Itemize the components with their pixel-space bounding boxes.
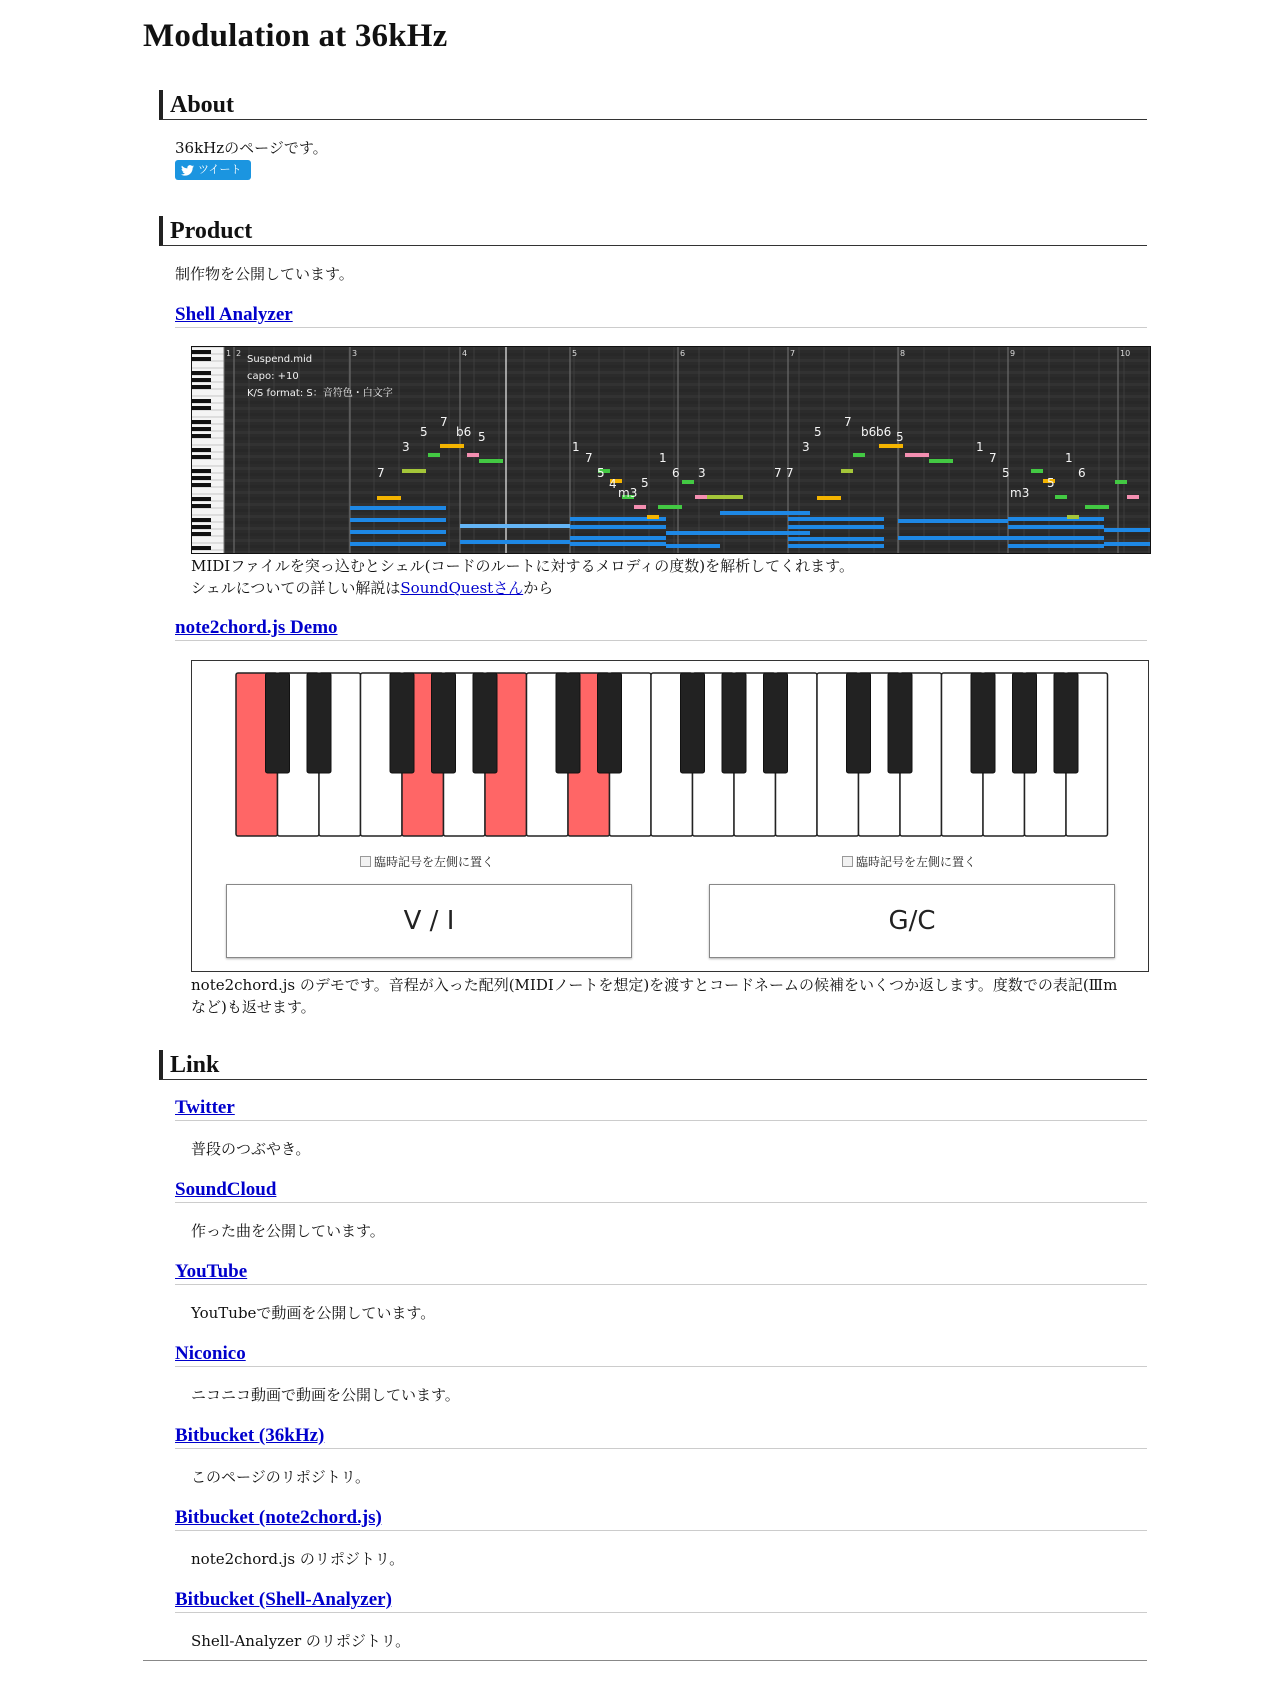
roll-melody-note — [647, 515, 659, 519]
roll-chord-note — [788, 537, 884, 541]
roll-row — [224, 383, 1150, 386]
roll-chord-note — [666, 544, 720, 548]
link-item-anchor[interactable]: SoundCloud — [175, 1179, 277, 1200]
shell-desc-line2 — [191, 577, 553, 599]
roll-melody-note — [440, 444, 464, 448]
roll-melody-note — [377, 496, 401, 500]
twitter-bird-icon — [181, 165, 194, 176]
roll-chord-note — [570, 542, 666, 546]
roll-chord-note — [1008, 517, 1104, 521]
roll-degree-label: 3 — [802, 440, 810, 454]
roll-degree-label: 5 — [641, 476, 649, 490]
roll-measure-number: 7 — [790, 349, 796, 358]
black-key[interactable] — [432, 673, 456, 773]
roll-black-key — [192, 504, 211, 508]
roll-degree-label: 1 — [976, 440, 984, 454]
roll-measure-number: 9 — [1010, 349, 1016, 358]
black-key[interactable] — [473, 673, 497, 773]
roll-chord-note — [898, 536, 1008, 540]
roll-degree-label: 4 — [609, 477, 617, 491]
roll-degree-label: 7 — [440, 415, 448, 429]
roll-measure-number: 10 — [1120, 349, 1131, 358]
roll-chord-note — [1104, 542, 1150, 546]
black-key[interactable] — [971, 673, 995, 773]
link-item-desc: ニコニコ動画で動画を公開しています。 — [191, 1386, 460, 1404]
roll-degree-label: m3 — [1010, 486, 1030, 500]
black-key[interactable] — [764, 673, 788, 773]
link-item-anchor[interactable]: Bitbucket (36kHz) — [175, 1425, 325, 1446]
roll-measure-number: 8 — [900, 349, 906, 358]
shell-desc-line1: MIDIファイルを突っ込むとシェル(コードのルートに対するメロディの度数)を解析してくれます。 — [191, 557, 854, 575]
roll-black-key — [192, 455, 211, 459]
roll-melody-note — [682, 480, 694, 484]
roll-black-key — [192, 546, 211, 550]
checkbox-box[interactable] — [842, 856, 853, 867]
roll-degree-label: 6 — [672, 466, 680, 480]
black-key[interactable] — [598, 673, 622, 773]
link-item-desc: note2chord.js のリポジトリ。 — [191, 1550, 405, 1568]
roll-degree-label: 1 — [659, 451, 667, 465]
roll-black-key — [192, 476, 211, 480]
link-item-anchor[interactable]: YouTube — [175, 1261, 248, 1282]
roll-degree-label: 7 — [585, 451, 593, 465]
roll-degree-label: 5 — [478, 430, 486, 444]
roll-row — [224, 359, 1150, 362]
link-item-desc: 普段のつぶやき。 — [191, 1140, 311, 1158]
shell-desc-suffix: から — [523, 579, 554, 597]
roll-black-key — [192, 434, 211, 438]
roll-row — [224, 425, 1150, 428]
roll-black-key — [192, 469, 211, 473]
link-item-anchor[interactable]: Twitter — [175, 1097, 235, 1118]
roll-chord-note — [460, 524, 570, 528]
black-key[interactable] — [390, 673, 414, 773]
roll-row — [224, 443, 1150, 446]
roll-black-key — [192, 420, 211, 424]
roll-melody-note — [829, 496, 841, 500]
roll-melody-note — [428, 453, 440, 457]
roll-row — [224, 455, 1150, 458]
section-heading-link: Link — [159, 1050, 1147, 1080]
black-key[interactable] — [266, 673, 290, 773]
roll-row — [224, 419, 1150, 422]
roll-melody-note — [917, 453, 929, 457]
roll-black-key — [192, 532, 211, 536]
roll-chord-note — [788, 525, 884, 529]
section-heading-product: Product — [159, 216, 1147, 246]
subheading-shell-analyzer — [175, 305, 1147, 328]
roll-degree-label: 5 — [1047, 476, 1055, 490]
roll-overlay-text: Suspend.mid — [247, 354, 313, 365]
roll-row — [224, 407, 1150, 410]
black-key[interactable] — [847, 673, 871, 773]
note2chord-desc-line1: note2chord.js のデモです。音程が入った配列(MIDIノートを想定)を渡すとコードネームの候補をいくつか返します。度数での表記(Ⅲm — [191, 976, 1118, 994]
black-key[interactable] — [681, 673, 705, 773]
roll-chord-note — [350, 542, 446, 546]
roll-degree-label: 5 — [896, 430, 904, 444]
black-key[interactable] — [556, 673, 580, 773]
roll-degree-label: 7 — [377, 466, 385, 480]
roll-melody-note — [1055, 495, 1067, 499]
roll-degree-label: 3 — [698, 466, 706, 480]
link-item-heading — [175, 1098, 1147, 1121]
roll-chord-note — [898, 519, 1008, 523]
roll-row — [224, 401, 1150, 404]
roll-row — [224, 413, 1150, 416]
roll-degree-label: 1 — [572, 440, 580, 454]
accidental-left-checkbox-1[interactable] — [360, 853, 494, 870]
roll-row — [224, 431, 1150, 434]
roll-melody-note — [467, 453, 479, 457]
roll-black-key — [192, 406, 211, 410]
roll-black-key — [192, 525, 211, 529]
roll-melody-note — [1031, 469, 1043, 473]
roll-melody-note — [1067, 515, 1079, 519]
roll-row — [224, 467, 1150, 470]
black-key[interactable] — [888, 673, 912, 773]
roll-degree-label: 7 — [786, 466, 794, 480]
roll-black-key — [192, 357, 211, 361]
subheading-note2chord — [175, 618, 1147, 641]
roll-chord-note — [1008, 544, 1104, 548]
roll-chord-note — [460, 540, 570, 544]
chord-output-name: G/C — [709, 884, 1115, 958]
checkbox-label: 臨時記号を左側に置く — [856, 855, 977, 869]
roll-chord-note — [720, 511, 810, 515]
roll-degree-label: 7 — [989, 451, 997, 465]
soundquest-link[interactable]: SoundQuestさん — [400, 579, 524, 597]
link-item-heading — [175, 1344, 1147, 1367]
checkbox-label: 臨時記号を左側に置く — [374, 855, 495, 869]
roll-measure-number: 6 — [680, 349, 686, 358]
piano-keyboard[interactable] — [192, 661, 1148, 841]
roll-degree-label: 5 — [1002, 466, 1010, 480]
roll-degree-label: 3 — [402, 440, 410, 454]
roll-black-key — [192, 399, 211, 403]
roll-measure-number: 1 — [226, 349, 232, 358]
link-item-heading — [175, 1180, 1147, 1203]
link-item-desc: Shell-Analyzer のリポジトリ。 — [191, 1632, 411, 1650]
roll-measure-number: 5 — [572, 349, 578, 358]
checkbox-box[interactable] — [360, 856, 371, 867]
roll-row — [224, 449, 1150, 452]
roll-melody-note — [707, 495, 743, 499]
link-item-anchor[interactable]: Bitbucket (note2chord.js) — [175, 1507, 382, 1528]
roll-degree-label: m3 — [618, 486, 638, 500]
shell-analyzer-link[interactable]: Shell Analyzer — [175, 304, 293, 325]
roll-melody-note — [841, 469, 853, 473]
black-key[interactable] — [1054, 673, 1078, 773]
roll-degree-label: 6 — [1078, 466, 1086, 480]
roll-degree-label: 5 — [814, 425, 822, 439]
tweet-button[interactable] — [175, 160, 251, 180]
roll-row — [224, 365, 1150, 368]
roll-chord-note — [666, 531, 720, 535]
roll-melody-note — [1085, 505, 1109, 509]
roll-degree-label: 1 — [1065, 451, 1073, 465]
roll-chord-note — [350, 506, 446, 510]
roll-melody-note — [929, 459, 953, 463]
roll-black-key — [192, 448, 211, 452]
note2chord-demo-link[interactable]: note2chord.js Demo — [175, 617, 338, 638]
roll-measure-number: 2 — [236, 349, 242, 358]
roll-black-key — [192, 371, 211, 375]
black-key[interactable] — [1013, 673, 1037, 773]
roll-measure-number: 3 — [352, 349, 358, 358]
roll-black-key — [192, 518, 211, 522]
link-item-heading — [175, 1262, 1147, 1285]
roll-measure-number: 4 — [462, 349, 468, 358]
roll-degree-label: 7 — [844, 415, 852, 429]
roll-row — [224, 551, 1150, 553]
piano-roll — [192, 347, 1150, 553]
roll-melody-note — [658, 505, 682, 509]
roll-black-key — [192, 350, 211, 354]
roll-black-key — [192, 497, 211, 501]
roll-black-key — [192, 483, 211, 487]
roll-chord-note — [720, 531, 810, 535]
roll-black-key — [192, 385, 211, 389]
roll-melody-note — [1115, 480, 1127, 484]
roll-black-key — [192, 378, 211, 382]
roll-chord-note — [570, 525, 666, 529]
roll-degree-label: b6 — [876, 425, 892, 439]
link-item-heading — [175, 1508, 1147, 1531]
accidental-left-checkbox-2[interactable] — [842, 853, 976, 870]
roll-melody-note — [402, 469, 426, 473]
roll-row — [224, 503, 1150, 506]
roll-melody-note — [634, 505, 646, 509]
roll-degree-label: 5 — [420, 425, 428, 439]
link-item-heading — [175, 1426, 1147, 1449]
link-item-anchor[interactable]: Bitbucket (Shell-Analyzer) — [175, 1589, 392, 1610]
roll-chord-note — [1008, 525, 1104, 529]
link-item-anchor[interactable]: Niconico — [175, 1343, 246, 1364]
note2chord-demo — [191, 660, 1149, 972]
bottom-divider — [143, 1660, 1147, 1661]
roll-melody-note — [1127, 495, 1139, 499]
roll-row — [224, 473, 1150, 476]
roll-chord-note — [350, 530, 446, 534]
roll-chord-note — [1104, 528, 1150, 532]
roll-row — [224, 371, 1150, 374]
section-heading-about: About — [159, 90, 1147, 120]
roll-chord-note — [1008, 536, 1104, 540]
roll-melody-note — [817, 496, 829, 500]
link-item-desc: 作った曲を公開しています。 — [191, 1222, 385, 1240]
product-text: 制作物を公開しています。 — [175, 265, 354, 283]
roll-degree-label: 7 — [774, 466, 782, 480]
roll-chord-note — [788, 544, 884, 548]
roll-melody-note — [695, 495, 707, 499]
roll-melody-note — [879, 444, 903, 448]
shell-desc-prefix: シェルについての詳しい解説は — [191, 579, 401, 597]
note2chord-desc-line2: など)も返せます。 — [191, 998, 316, 1016]
shell-analyzer-screenshot — [191, 346, 1151, 554]
about-text: 36kHzのページです。 — [175, 139, 328, 157]
roll-chord-note — [350, 518, 446, 522]
roll-row — [224, 461, 1150, 464]
chord-output-degree: V / I — [226, 884, 632, 958]
roll-degree-label: b6 — [861, 425, 877, 439]
roll-melody-note — [479, 459, 503, 463]
roll-degree-label: b6 — [456, 425, 472, 439]
tweet-label: ツイート — [198, 163, 242, 176]
roll-overlay-text: capo: +10 — [247, 371, 299, 382]
roll-degree-label: 5 — [597, 466, 605, 480]
roll-chord-note — [788, 517, 884, 521]
page-title: Modulation at 36kHz — [143, 18, 448, 54]
roll-chord-note — [570, 536, 666, 540]
roll-overlay-text: K/S format: S：音符色・白文字 — [247, 388, 393, 399]
roll-melody-note — [853, 453, 865, 457]
link-item-desc: このページのリポジトリ。 — [191, 1468, 370, 1486]
black-key[interactable] — [722, 673, 746, 773]
link-item-desc: YouTubeで動画を公開しています。 — [191, 1304, 436, 1322]
link-item-heading — [175, 1590, 1147, 1613]
roll-row — [224, 377, 1150, 380]
roll-row — [224, 437, 1150, 440]
roll-black-key — [192, 427, 211, 431]
roll-melody-note — [905, 453, 917, 457]
black-key[interactable] — [307, 673, 331, 773]
